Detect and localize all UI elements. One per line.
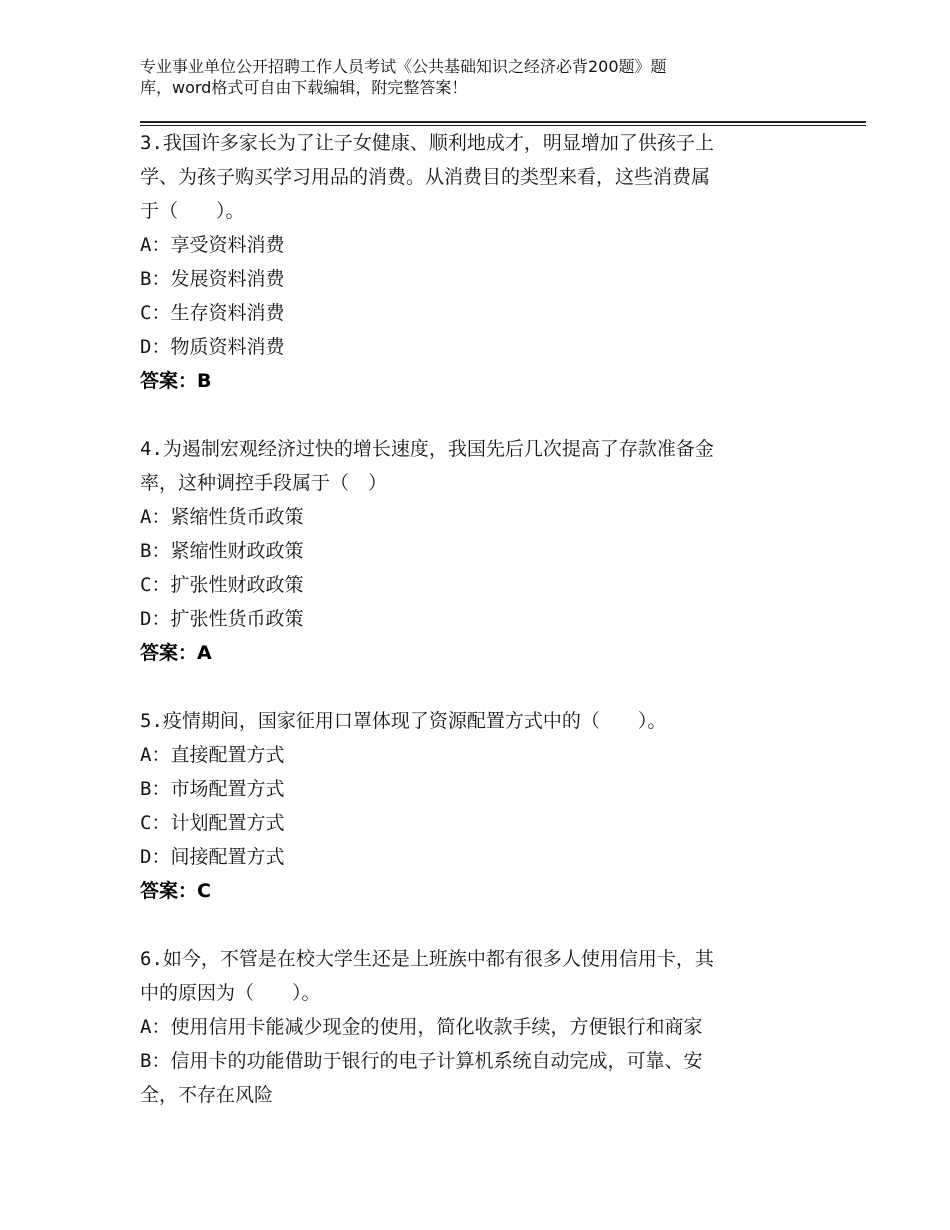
- question-5: [140, 704, 820, 908]
- option-a: A：紧缩性货币政策: [140, 506, 304, 528]
- question-stem-line: 于（ ）。: [140, 200, 245, 222]
- answer-line: 答案：A: [140, 642, 212, 664]
- question-4: [140, 432, 820, 670]
- question-stem-line: 6.如今，不管是在校大学生还是上班族中都有很多人使用信用卡，其: [140, 948, 714, 970]
- option-b: B：发展资料消费: [140, 268, 285, 290]
- question-3: [140, 126, 820, 398]
- question-stem-line: 3.我国许多家长为了让子女健康、顺利地成才，明显增加了供孩子上: [140, 132, 714, 154]
- question-stem-line: 率，这种调控手段属于（ ）: [140, 472, 388, 494]
- option-d: D：扩张性货币政策: [140, 608, 304, 630]
- option-c: C：扩张性财政政策: [140, 574, 304, 596]
- question-stem-line: 中的原因为（ ）。: [140, 982, 321, 1004]
- question-stem-line: 学、为孩子购买学习用品的消费。从消费目的类型来看，这些消费属: [140, 166, 711, 188]
- option-c: C：生存资料消费: [140, 302, 285, 324]
- question-gap: [140, 670, 820, 704]
- header-line-1: 专业事业单位公开招聘工作人员考试《公共基础知识之经济必背200题》题: [140, 57, 667, 76]
- option-b-continued: 全，不存在风险: [140, 1084, 274, 1106]
- header-rule-thick: [140, 121, 866, 123]
- answer-line: 答案：B: [140, 370, 212, 392]
- header-line-2: 库，word格式可自由下载编辑，附完整答案！: [140, 78, 468, 97]
- option-b: B：信用卡的功能借助于银行的电子计算机系统自动完成，可靠、安: [140, 1050, 703, 1072]
- option-c: C：计划配置方式: [140, 812, 285, 834]
- option-d: D：物质资料消费: [140, 336, 285, 358]
- option-d: D：间接配置方式: [140, 846, 285, 868]
- question-list: [140, 126, 820, 1112]
- question-stem-line: 4.为遏制宏观经济过快的增长速度，我国先后几次提高了存款准备金: [140, 438, 714, 460]
- document-header: [140, 56, 780, 98]
- answer-line: 答案：C: [140, 880, 211, 902]
- option-a: A：享受资料消费: [140, 234, 285, 256]
- question-stem-line: 5.疫情期间，国家征用口罩体现了资源配置方式中的（ ）。: [140, 710, 667, 732]
- question-gap: [140, 908, 820, 942]
- option-b: B：市场配置方式: [140, 778, 285, 800]
- question-gap: [140, 398, 820, 432]
- question-6: [140, 942, 820, 1112]
- option-a: A：使用信用卡能减少现金的使用，简化收款手续，方便银行和商家: [140, 1016, 703, 1038]
- option-a: A：直接配置方式: [140, 744, 285, 766]
- option-b: B：紧缩性财政政策: [140, 540, 304, 562]
